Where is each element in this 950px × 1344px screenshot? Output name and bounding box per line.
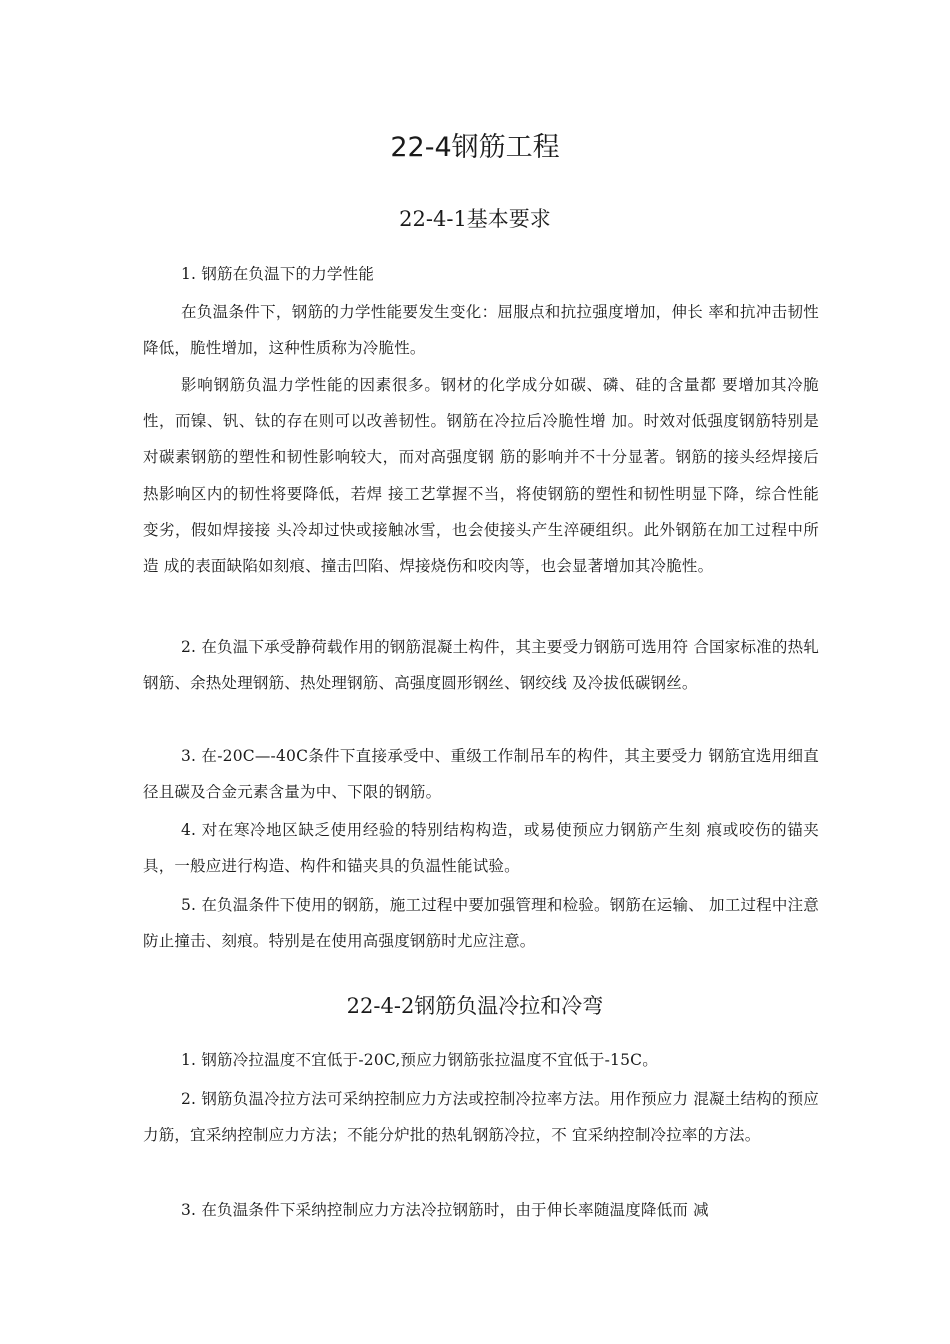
paragraph-s2-item-1: 1. 钢筋冷拉温度不宜低于-20C,预应力钢筋张拉温度不宜低于-15C。 xyxy=(181,1051,658,1069)
paragraph-s2-item-2: 2. 钢筋负温冷拉方法可采纳控制应力方法或控制冷拉率方法。用作预应力 混凝土结构的预应力筋，宜采纳控制应力方法；不能分炉批的热轧钢筋冷拉，不 宜采纳控制冷拉率的方法。 xyxy=(143,1090,819,1145)
paragraph-s2-item-3: 3. 在负温条件下采纳控制应力方法冷拉钢筋时，由于伸长率随温度降低而 减 xyxy=(181,1201,709,1219)
paragraph-item-2: 2. 在负温下承受静荷载作用的钢筋混凝土构件，其主要受力钢筋可选用符 合国家标准的热轧钢筋、余热处理钢筋、热处理钢筋、高强度圆形钢丝、钢绞线 及冷拔低碳钢丝。 xyxy=(143,638,819,693)
paragraph-item-5: 5. 在负温条件下使用的钢筋，施工过程中要加强管理和检验。钢筋在运输、 加工过程中注意防止撞击、刻痕。特别是在使用高强度钢筋时尤应注意。 xyxy=(143,896,819,951)
paragraph-cold-brittleness: 在负温条件下，钢筋的力学性能要发生变化：屈服点和抗拉强度增加，伸长 率和抗冲击韧性降低，脆性增加，这种性质称为冷脆性。 xyxy=(143,303,819,358)
paragraph-item-3: 3. 在-20C—-40C条件下直接承受中、重级工作制吊车的构件，其主要受力 钢筋宜选用细直径且碳及合金元素含量为中、下限的钢筋。 xyxy=(143,747,819,802)
section-heading-basic-requirements: 22-4-1基本要求 xyxy=(399,207,551,231)
paragraph-item-1-heading: 1. 钢筋在负温下的力学性能 xyxy=(181,265,375,283)
paragraph-influencing-factors: 影响钢筋负温力学性能的因素很多。钢材的化学成分如碳、磷、硅的含量都 要增加其冷脆性，而镍、钒、钛的存在则可以改善韧性。钢筋在冷拉后冷脆性增 加。时效对低强度钢筋特别是对碳素钢筋的塑性和韧性影响较大，而对高强度钢 筋的影响并不十分显著。钢筋的接头经焊接后热影响区内的韧性将要降低，若焊 接工艺掌握不当，将使钢筋的塑性和韧性明显下降，综合性能变劣，假如焊接接 头冷却过快或接触冰雪，也会使接头产生淬硬组织。此外钢筋在加工过程中所造 成的表面缺陷如刻痕、撞击凹陷、焊接烧伤和咬肉等，也会显著增加其冷脆性。 xyxy=(143,376,819,576)
paragraph-item-4: 4. 对在寒冷地区缺乏使用经验的特别结构构造，或易使预应力钢筋产生刻 痕或咬伤的锚夹具，一般应进行构造、构件和锚夹具的负温性能试验。 xyxy=(143,821,819,876)
page-title: 22-4钢筋工程 xyxy=(390,132,560,163)
section-heading-cold-drawing-bending: 22-4-2钢筋负温冷拉和冷弯 xyxy=(346,994,604,1018)
